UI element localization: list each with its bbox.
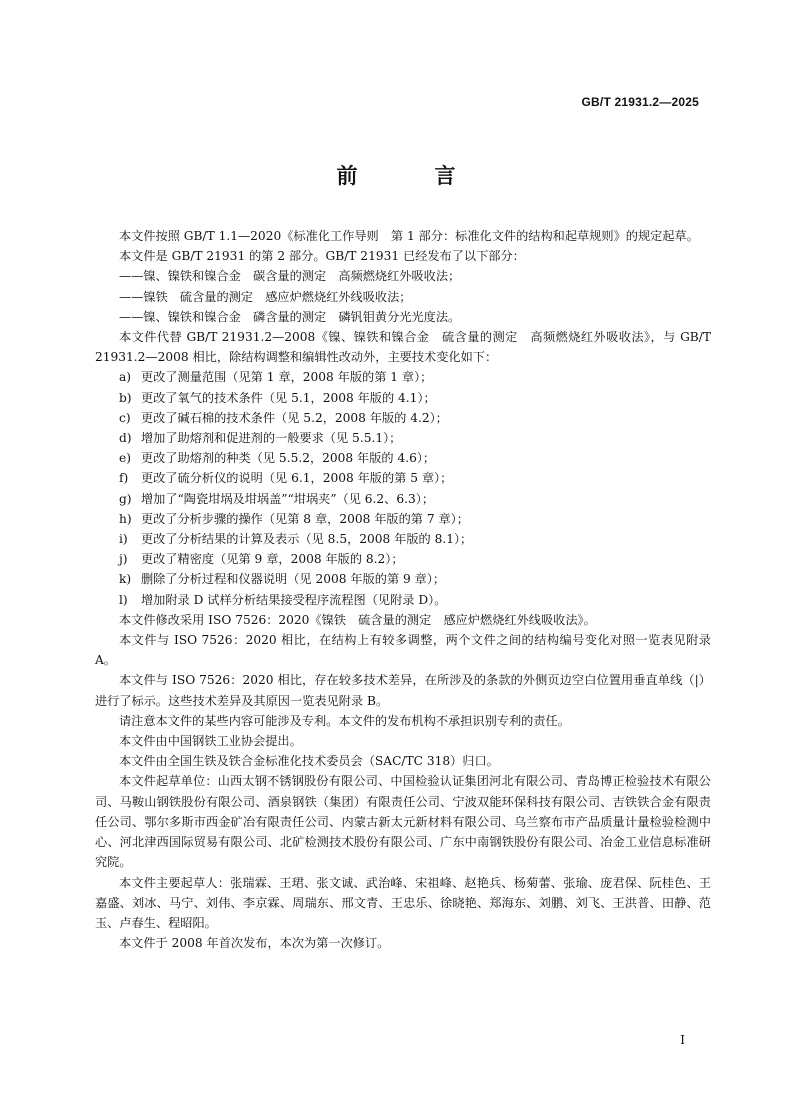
paragraph-committee: 本文件由全国生铁及铁合金标准化技术委员会（SAC/TC 318）归口。 — [119, 754, 499, 769]
paragraph-replacement: 本文件代替 GB/T 21931.2—2008《镍、镍铁和镍合金 硫含量的测定 高频燃烧红外吸收法》，与 GB/T 21931.2—2008 相比，除结构调整和编辑性改动外，主要技术变化如下： — [95, 330, 711, 365]
list-text: 更改了硫分析仪的说明（见 6.1，2008 年版的第 5 章）； — [141, 471, 453, 486]
list-marker: a) — [119, 370, 132, 385]
change-list-item — [95, 489, 711, 509]
page-title: 前 言 — [336, 164, 484, 188]
list-text: 增加了“陶瓷坩埚及坩埚盖”“坩埚夹”（见 6.2、6.3）； — [141, 491, 435, 506]
change-list-item — [95, 468, 711, 488]
list-text: 更改了精密度（见第 9 章，2008 年版的 8.2）； — [141, 552, 404, 567]
paragraph-patent-notice: 请注意本文件的某些内容可能涉及专利。本文件的发布机构不承担识别专利的责任。 — [119, 713, 570, 728]
published-part-item: ——镍铁 硫含量的测定 感应炉燃烧红外线吸收法； — [119, 289, 412, 304]
document-body — [95, 226, 711, 953]
list-marker: d) — [119, 431, 132, 446]
list-text: 更改了分析步骤的操作（见第 8 章，2008 年版的第 7 章）； — [141, 511, 469, 526]
list-text: 更改了碱石棉的技术条件（见 5.2，2008 年版的 4.2）； — [141, 410, 448, 425]
change-list-item — [95, 509, 711, 529]
list-text: 删除了分析过程和仪器说明（见 2008 年版的第 9 章）； — [141, 572, 446, 587]
list-text: 增加了助熔剂和促进剂的一般要求（见 5.5.1）； — [141, 431, 402, 446]
list-marker: b) — [119, 390, 132, 405]
published-part-item: ——镍、镍铁和镍合金 磷含量的测定 磷钒钼黄分光光度法。 — [119, 309, 461, 324]
change-list-item — [95, 428, 711, 448]
paragraph-part-info: 本文件是 GB/T 21931 的第 2 部分。GB/T 21931 已经发布了以下部分： — [119, 249, 525, 264]
list-text: 增加附录 D 试样分析结果接受程序流程图（见附录 D）。 — [141, 592, 447, 607]
change-list-item — [95, 388, 711, 408]
list-marker: e) — [119, 451, 131, 466]
change-list-item — [95, 590, 711, 610]
change-list-item — [95, 549, 711, 569]
list-text: 更改了氧气的技术条件（见 5.1，2008 年版的 4.1）； — [141, 390, 436, 405]
paragraph-drafting-units: 本文件起草单位：山西太钢不锈钢股份有限公司、中国检验认证集团河北有限公司、青岛博正检验技术有限公司、马鞍山钢铁股份有限公司、酒泉钢铁（集团）有限责任公司、宁波双能环保科技有限公司、吉铁铁合金有限责任公司、鄂尔多斯市西金矿冶有限责任公司、内蒙古新太元新材料有限公司、乌兰察布市产品质量计量检验检测中心、河北津西国际贸易有限公司、北矿检测技术股份有限公司、广东中南钢铁股份有限公司、冶金工业信息标准研究院。 — [95, 774, 711, 870]
paragraph-structure-diff: 本文件与 ISO 7526：2020 相比，在结构上有较多调整，两个文件之间的结构编号变化对照一览表见附录 A。 — [95, 633, 711, 668]
list-text: 更改了助熔剂的种类（见 5.5.2，2008 年版的 4.6）； — [141, 451, 436, 466]
list-marker: j) — [119, 552, 128, 567]
list-marker: i) — [119, 532, 128, 547]
list-marker: c) — [119, 410, 131, 425]
list-marker: k) — [119, 572, 132, 587]
paragraph-adoption: 本文件修改采用 ISO 7526：2020《镍铁 硫含量的测定 感应炉燃烧红外线吸收法》。 — [119, 612, 596, 627]
published-part-item: ——镍、镍铁和镍合金 碳含量的测定 高频燃烧红外吸收法； — [119, 269, 461, 284]
change-list-item — [95, 408, 711, 428]
list-marker: l) — [119, 592, 128, 607]
standard-number: GB/T 21931.2—2025 — [581, 95, 699, 109]
paragraph-drafters: 本文件主要起草人：张瑞霖、王珺、张文诚、武治峰、宋祖峰、赵艳兵、杨菊蕾、张瑜、庞君保、阮桂色、王嘉盛、刘冰、马宁、刘伟、李京霖、周瑞东、邢文青、王忠乐、徐晓艳、郑海东、刘鹏、刘飞、王洪普、田静、范玉、卢春生、程昭阳。 — [95, 875, 711, 930]
paragraph-proposer: 本文件由中国钢铁工业协会提出。 — [119, 734, 302, 749]
paragraph-history: 本文件于 2008 年首次发布，本次为第一次修订。 — [119, 936, 390, 951]
list-marker: g) — [119, 491, 132, 506]
paragraph-technical-diff: 本文件与 ISO 7526：2020 相比，存在较多技术差异，在所涉及的条款的外侧页边空白位置用垂直单线（|）进行了标示。这些技术差异及其原因一览表见附录 B。 — [95, 673, 711, 708]
list-text: 更改了分析结果的计算及表示（见 8.5，2008 年版的 8.1）； — [141, 532, 473, 547]
change-list-item — [95, 529, 711, 549]
change-list-item — [95, 448, 711, 468]
paragraph-drafting-rules: 本文件按照 GB/T 1.1—2020《标准化工作导则 第 1 部分：标准化文件的结构和起草规则》的规定起草。 — [119, 229, 699, 243]
list-text: 更改了测量范围（见第 1 章，2008 年版的第 1 章）； — [141, 370, 433, 385]
list-marker: f) — [119, 471, 129, 486]
change-list-item — [95, 569, 711, 589]
change-list-item — [95, 367, 711, 387]
page-number: I — [680, 1033, 685, 1047]
list-marker: h) — [119, 511, 132, 526]
